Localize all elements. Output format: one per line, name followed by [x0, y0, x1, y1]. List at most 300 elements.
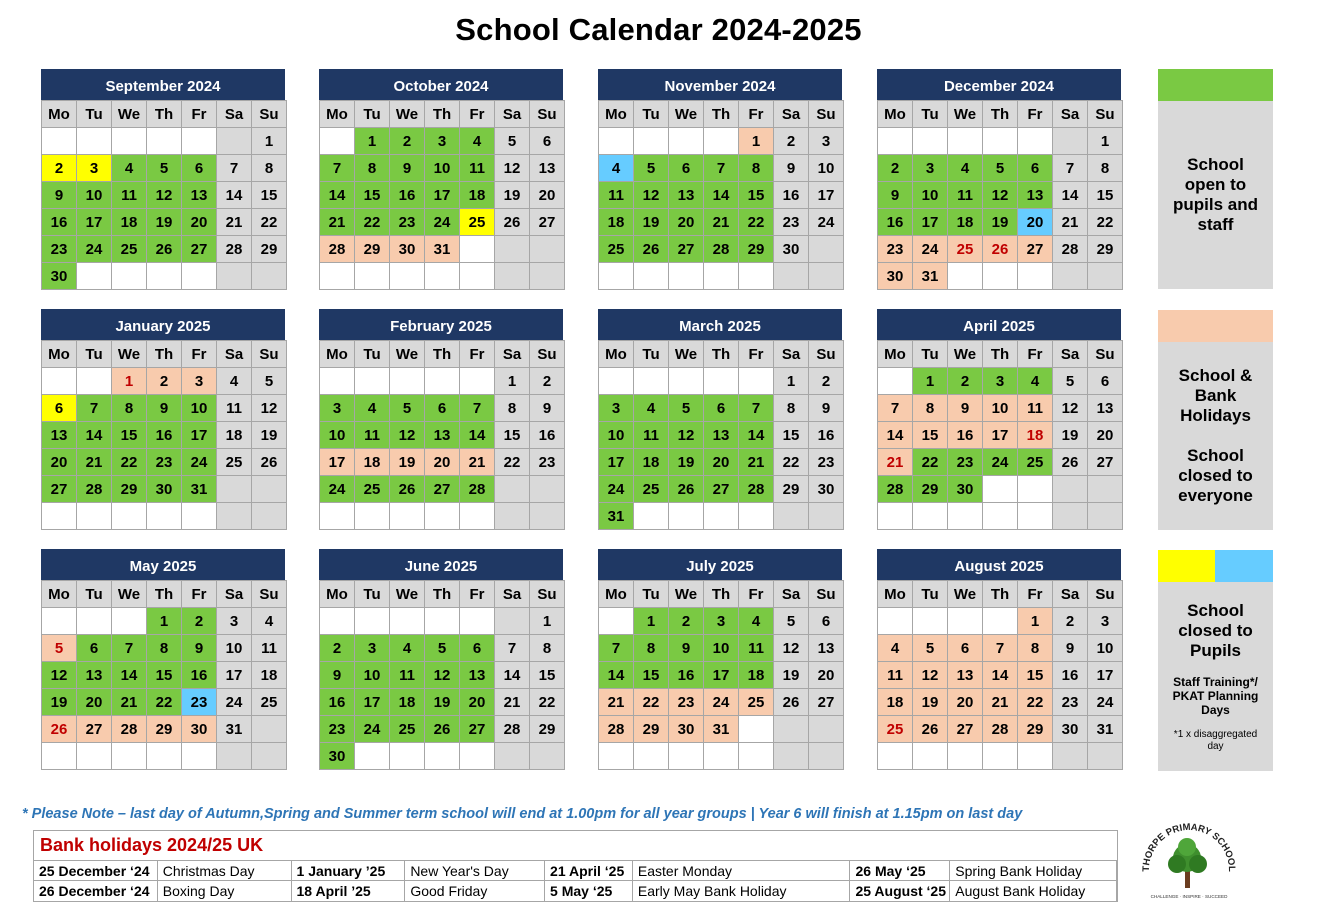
weekday-header: We [112, 101, 147, 128]
day-cell: 5 [913, 635, 948, 662]
day-cell: 12 [495, 155, 530, 182]
day-cell: 12 [774, 635, 809, 662]
empty-day-cell [599, 263, 634, 290]
month-title: October 2024 [319, 69, 563, 100]
empty-day-cell [1018, 263, 1053, 290]
legend-open [1158, 69, 1273, 289]
day-cell: 12 [913, 662, 948, 689]
legend-footnote: *1 x disaggregated day [1173, 728, 1258, 752]
day-cell: 5 [1053, 368, 1088, 395]
weekday-header: We [948, 341, 983, 368]
weekday-header: Tu [634, 101, 669, 128]
empty-day-cell [878, 128, 913, 155]
empty-day-cell [495, 236, 530, 263]
day-cell: 21 [495, 689, 530, 716]
day-cell: 2 [42, 155, 77, 182]
day-cell: 16 [669, 662, 704, 689]
day-cell: 16 [530, 422, 565, 449]
day-cell: 27 [809, 689, 844, 716]
day-cell: 2 [809, 368, 844, 395]
day-cell: 23 [774, 209, 809, 236]
day-cell: 4 [112, 155, 147, 182]
empty-day-cell [252, 743, 287, 770]
holiday-name: Christmas Day [158, 861, 292, 880]
day-cell: 14 [77, 422, 112, 449]
day-cell: 18 [460, 182, 495, 209]
day-cell: 7 [704, 155, 739, 182]
empty-day-cell [913, 128, 948, 155]
empty-day-cell [77, 368, 112, 395]
empty-day-cell [390, 263, 425, 290]
weekday-header: We [112, 341, 147, 368]
day-cell: 3 [704, 608, 739, 635]
month-calendar [877, 549, 1121, 770]
day-cell: 17 [704, 662, 739, 689]
day-cell: 14 [599, 662, 634, 689]
day-cell: 16 [774, 182, 809, 209]
day-cell: 11 [460, 155, 495, 182]
day-cell: 1 [913, 368, 948, 395]
day-cell: 18 [634, 449, 669, 476]
weekday-header: Sa [495, 581, 530, 608]
weekday-header: We [948, 581, 983, 608]
weekday-header: We [669, 341, 704, 368]
day-cell: 28 [217, 236, 252, 263]
day-cell: 5 [669, 395, 704, 422]
day-cell: 25 [948, 236, 983, 263]
weekday-header: Fr [1018, 581, 1053, 608]
weekday-header: Mo [320, 101, 355, 128]
empty-day-cell [913, 743, 948, 770]
weekday-header: Su [530, 341, 565, 368]
day-cell: 14 [878, 422, 913, 449]
day-cell: 7 [739, 395, 774, 422]
empty-day-cell [669, 128, 704, 155]
weekday-header: Sa [774, 341, 809, 368]
weekday-header: Mo [599, 101, 634, 128]
day-cell: 22 [913, 449, 948, 476]
empty-day-cell [147, 128, 182, 155]
empty-day-cell [878, 503, 913, 530]
day-cell: 17 [913, 209, 948, 236]
day-cell: 11 [355, 422, 390, 449]
empty-day-cell [320, 368, 355, 395]
day-cell: 10 [913, 182, 948, 209]
day-cell: 14 [460, 422, 495, 449]
weekday-header: Su [809, 341, 844, 368]
weekday-header: Fr [1018, 101, 1053, 128]
empty-day-cell [634, 128, 669, 155]
day-cell: 9 [147, 395, 182, 422]
empty-day-cell [390, 503, 425, 530]
empty-day-cell [739, 743, 774, 770]
day-cell: 8 [252, 155, 287, 182]
empty-day-cell [460, 608, 495, 635]
empty-day-cell [460, 263, 495, 290]
bank-holidays-table [33, 830, 1118, 902]
day-cell: 29 [530, 716, 565, 743]
day-cell: 30 [42, 263, 77, 290]
weekday-header: Mo [599, 341, 634, 368]
day-cell: 1 [252, 128, 287, 155]
weekday-header: Mo [878, 341, 913, 368]
empty-day-cell [739, 263, 774, 290]
day-cell: 21 [320, 209, 355, 236]
legend-open-text: School open to pupils and staff [1173, 155, 1258, 234]
empty-day-cell [948, 263, 983, 290]
weekday-header: Mo [599, 581, 634, 608]
month-calendar [41, 549, 285, 770]
day-cell: 13 [182, 182, 217, 209]
day-cell: 19 [42, 689, 77, 716]
weekday-header: Sa [217, 101, 252, 128]
day-cell: 11 [252, 635, 287, 662]
day-cell: 3 [599, 395, 634, 422]
holiday-date: 21 April ‘25 [545, 861, 633, 880]
empty-day-cell [1088, 263, 1123, 290]
day-cell: 30 [669, 716, 704, 743]
day-cell: 16 [42, 209, 77, 236]
legend-closed-pupils-text: School closed to Pupils [1178, 600, 1253, 660]
day-cell: 19 [425, 689, 460, 716]
day-cell: 25 [739, 689, 774, 716]
month-title: June 2025 [319, 549, 563, 580]
day-cell: 8 [495, 395, 530, 422]
empty-day-cell [77, 608, 112, 635]
day-cell: 19 [983, 209, 1018, 236]
weekday-header: We [112, 581, 147, 608]
day-cell: 29 [147, 716, 182, 743]
day-cell: 28 [599, 716, 634, 743]
day-cell: 7 [878, 395, 913, 422]
weekday-header: Su [809, 101, 844, 128]
day-cell: 26 [913, 716, 948, 743]
empty-day-cell [983, 476, 1018, 503]
day-cell: 25 [112, 236, 147, 263]
weekday-header: Th [704, 101, 739, 128]
day-cell: 2 [147, 368, 182, 395]
empty-day-cell [774, 503, 809, 530]
day-cell: 9 [320, 662, 355, 689]
day-cell: 6 [530, 128, 565, 155]
day-cell: 18 [390, 689, 425, 716]
day-cell: 29 [252, 236, 287, 263]
empty-day-cell [948, 503, 983, 530]
month-title: December 2024 [877, 69, 1121, 100]
day-cell: 7 [217, 155, 252, 182]
day-cell: 24 [355, 716, 390, 743]
empty-day-cell [217, 476, 252, 503]
day-cell: 18 [948, 209, 983, 236]
day-cell: 24 [809, 209, 844, 236]
day-cell: 7 [983, 635, 1018, 662]
day-cell: 14 [983, 662, 1018, 689]
day-cell: 24 [77, 236, 112, 263]
day-cell: 3 [809, 128, 844, 155]
day-cell: 4 [460, 128, 495, 155]
day-cell: 4 [634, 395, 669, 422]
empty-day-cell [77, 743, 112, 770]
day-cell: 26 [425, 716, 460, 743]
empty-day-cell [878, 743, 913, 770]
day-cell: 3 [983, 368, 1018, 395]
day-cell: 10 [182, 395, 217, 422]
day-cell: 21 [739, 449, 774, 476]
day-cell: 14 [495, 662, 530, 689]
day-cell: 25 [252, 689, 287, 716]
day-cell: 14 [112, 662, 147, 689]
weekday-header: Su [252, 581, 287, 608]
day-cell: 29 [774, 476, 809, 503]
empty-day-cell [669, 743, 704, 770]
day-cell: 4 [878, 635, 913, 662]
day-cell: 11 [634, 422, 669, 449]
day-cell: 10 [320, 422, 355, 449]
day-cell: 17 [182, 422, 217, 449]
day-cell: 19 [774, 662, 809, 689]
day-cell: 25 [217, 449, 252, 476]
empty-day-cell [704, 503, 739, 530]
day-cell: 1 [530, 608, 565, 635]
day-cell: 21 [704, 209, 739, 236]
weekday-header: Fr [739, 581, 774, 608]
day-cell: 30 [182, 716, 217, 743]
month-title: August 2025 [877, 549, 1121, 580]
empty-day-cell [530, 236, 565, 263]
day-cell: 3 [320, 395, 355, 422]
day-cell: 9 [530, 395, 565, 422]
day-cell: 25 [355, 476, 390, 503]
day-cell: 18 [252, 662, 287, 689]
day-cell: 6 [1018, 155, 1053, 182]
day-cell: 25 [599, 236, 634, 263]
empty-day-cell [495, 608, 530, 635]
weekday-header: Fr [460, 581, 495, 608]
empty-day-cell [599, 368, 634, 395]
weekday-header: Mo [42, 341, 77, 368]
day-cell: 7 [1053, 155, 1088, 182]
empty-day-cell [355, 503, 390, 530]
day-cell: 5 [425, 635, 460, 662]
day-cell: 13 [460, 662, 495, 689]
day-cell: 10 [77, 182, 112, 209]
day-cell: 18 [217, 422, 252, 449]
empty-day-cell [460, 743, 495, 770]
day-cell: 4 [217, 368, 252, 395]
empty-day-cell [217, 263, 252, 290]
empty-day-cell [530, 263, 565, 290]
weekday-header: Tu [913, 581, 948, 608]
day-cell: 23 [669, 689, 704, 716]
month-title: September 2024 [41, 69, 285, 100]
school-logo [1135, 812, 1243, 904]
day-cell: 3 [913, 155, 948, 182]
day-cell: 13 [425, 422, 460, 449]
empty-day-cell [42, 608, 77, 635]
empty-day-cell [390, 608, 425, 635]
day-cell: 1 [634, 608, 669, 635]
logo-name-path: THORPE PRIMARY SCHOOL [1140, 821, 1238, 872]
day-cell: 20 [1088, 422, 1123, 449]
empty-day-cell [599, 128, 634, 155]
empty-day-cell [252, 503, 287, 530]
day-cell: 16 [809, 422, 844, 449]
day-cell: 7 [112, 635, 147, 662]
empty-day-cell [1053, 743, 1088, 770]
day-cell: 15 [495, 422, 530, 449]
day-cell: 8 [913, 395, 948, 422]
empty-day-cell [983, 263, 1018, 290]
day-cell: 11 [878, 662, 913, 689]
weekday-header: Sa [217, 341, 252, 368]
empty-day-cell [1088, 743, 1123, 770]
empty-day-cell [460, 236, 495, 263]
day-cell: 25 [1018, 449, 1053, 476]
holiday-name: Spring Bank Holiday [950, 861, 1117, 880]
day-cell: 16 [182, 662, 217, 689]
day-cell: 30 [147, 476, 182, 503]
day-cell: 3 [77, 155, 112, 182]
day-cell: 22 [355, 209, 390, 236]
empty-day-cell [599, 743, 634, 770]
month-grid [877, 580, 1123, 770]
day-cell: 4 [1018, 368, 1053, 395]
legend-training-text: Staff Training*/ PKAT Planning Days [1172, 674, 1259, 717]
day-cell: 30 [390, 236, 425, 263]
day-cell: 14 [704, 182, 739, 209]
day-cell: 30 [774, 236, 809, 263]
day-cell: 21 [599, 689, 634, 716]
empty-day-cell [669, 368, 704, 395]
day-cell: 21 [217, 209, 252, 236]
day-cell: 2 [390, 128, 425, 155]
empty-day-cell [704, 743, 739, 770]
empty-day-cell [704, 368, 739, 395]
day-cell: 28 [460, 476, 495, 503]
month-calendar [598, 69, 842, 290]
month-calendar [598, 549, 842, 770]
day-cell: 12 [634, 182, 669, 209]
day-cell: 2 [1053, 608, 1088, 635]
day-cell: 9 [42, 182, 77, 209]
holiday-name: Easter Monday [633, 861, 851, 880]
holiday-date: 25 August ‘25 [850, 881, 950, 901]
month-grid [319, 100, 565, 290]
empty-day-cell [1053, 476, 1088, 503]
day-cell: 2 [878, 155, 913, 182]
day-cell: 13 [42, 422, 77, 449]
day-cell: 17 [425, 182, 460, 209]
day-cell: 24 [217, 689, 252, 716]
day-cell: 25 [390, 716, 425, 743]
day-cell: 27 [1088, 449, 1123, 476]
day-cell: 18 [112, 209, 147, 236]
day-cell: 29 [913, 476, 948, 503]
empty-day-cell [77, 128, 112, 155]
day-cell: 6 [669, 155, 704, 182]
empty-day-cell [495, 476, 530, 503]
empty-day-cell [182, 128, 217, 155]
bank-holidays-title: Bank holidays 2024/25 UK [34, 831, 1117, 861]
day-cell: 1 [774, 368, 809, 395]
weekday-header: Th [983, 101, 1018, 128]
month-title: May 2025 [41, 549, 285, 580]
day-cell: 23 [182, 689, 217, 716]
empty-day-cell [460, 503, 495, 530]
day-cell: 6 [1088, 368, 1123, 395]
day-cell: 20 [809, 662, 844, 689]
holiday-date: 26 December ‘24 [34, 881, 158, 901]
empty-day-cell [390, 743, 425, 770]
month-grid [41, 580, 287, 770]
legend-holidays-text-2: School closed to everyone [1178, 446, 1253, 505]
day-cell: 20 [42, 449, 77, 476]
weekday-header: Su [1088, 101, 1123, 128]
empty-day-cell [355, 263, 390, 290]
empty-day-cell [425, 503, 460, 530]
day-cell: 17 [217, 662, 252, 689]
empty-day-cell [809, 743, 844, 770]
day-cell: 21 [878, 449, 913, 476]
day-cell: 17 [983, 422, 1018, 449]
legend-swatch-peach [1158, 310, 1273, 342]
day-cell: 20 [669, 209, 704, 236]
day-cell: 15 [634, 662, 669, 689]
day-cell: 5 [774, 608, 809, 635]
day-cell: 8 [1088, 155, 1123, 182]
weekday-header: Mo [42, 581, 77, 608]
day-cell: 20 [77, 689, 112, 716]
empty-day-cell [983, 608, 1018, 635]
day-cell: 20 [460, 689, 495, 716]
empty-day-cell [1053, 503, 1088, 530]
day-cell: 30 [320, 743, 355, 770]
day-cell: 13 [1018, 182, 1053, 209]
day-cell: 21 [983, 689, 1018, 716]
day-cell: 30 [878, 263, 913, 290]
day-cell: 12 [390, 422, 425, 449]
month-grid [598, 580, 844, 770]
weekday-header: Tu [634, 341, 669, 368]
weekday-header: We [669, 101, 704, 128]
day-cell: 25 [460, 209, 495, 236]
day-cell: 22 [530, 689, 565, 716]
month-grid [41, 100, 287, 290]
day-cell: 5 [42, 635, 77, 662]
day-cell: 29 [1088, 236, 1123, 263]
day-cell: 22 [634, 689, 669, 716]
month-title: January 2025 [41, 309, 285, 340]
day-cell: 26 [252, 449, 287, 476]
day-cell: 26 [390, 476, 425, 503]
day-cell: 7 [460, 395, 495, 422]
empty-day-cell [878, 368, 913, 395]
day-cell: 6 [704, 395, 739, 422]
empty-day-cell [217, 743, 252, 770]
empty-day-cell [425, 608, 460, 635]
day-cell: 22 [495, 449, 530, 476]
legend-swatch-green [1158, 69, 1273, 101]
empty-day-cell [878, 608, 913, 635]
empty-day-cell [182, 743, 217, 770]
day-cell: 16 [878, 209, 913, 236]
day-cell: 10 [355, 662, 390, 689]
day-cell: 4 [390, 635, 425, 662]
weekday-header: Th [983, 341, 1018, 368]
holiday-date: 25 December ‘24 [34, 861, 158, 880]
weekday-header: Th [425, 101, 460, 128]
day-cell: 9 [774, 155, 809, 182]
